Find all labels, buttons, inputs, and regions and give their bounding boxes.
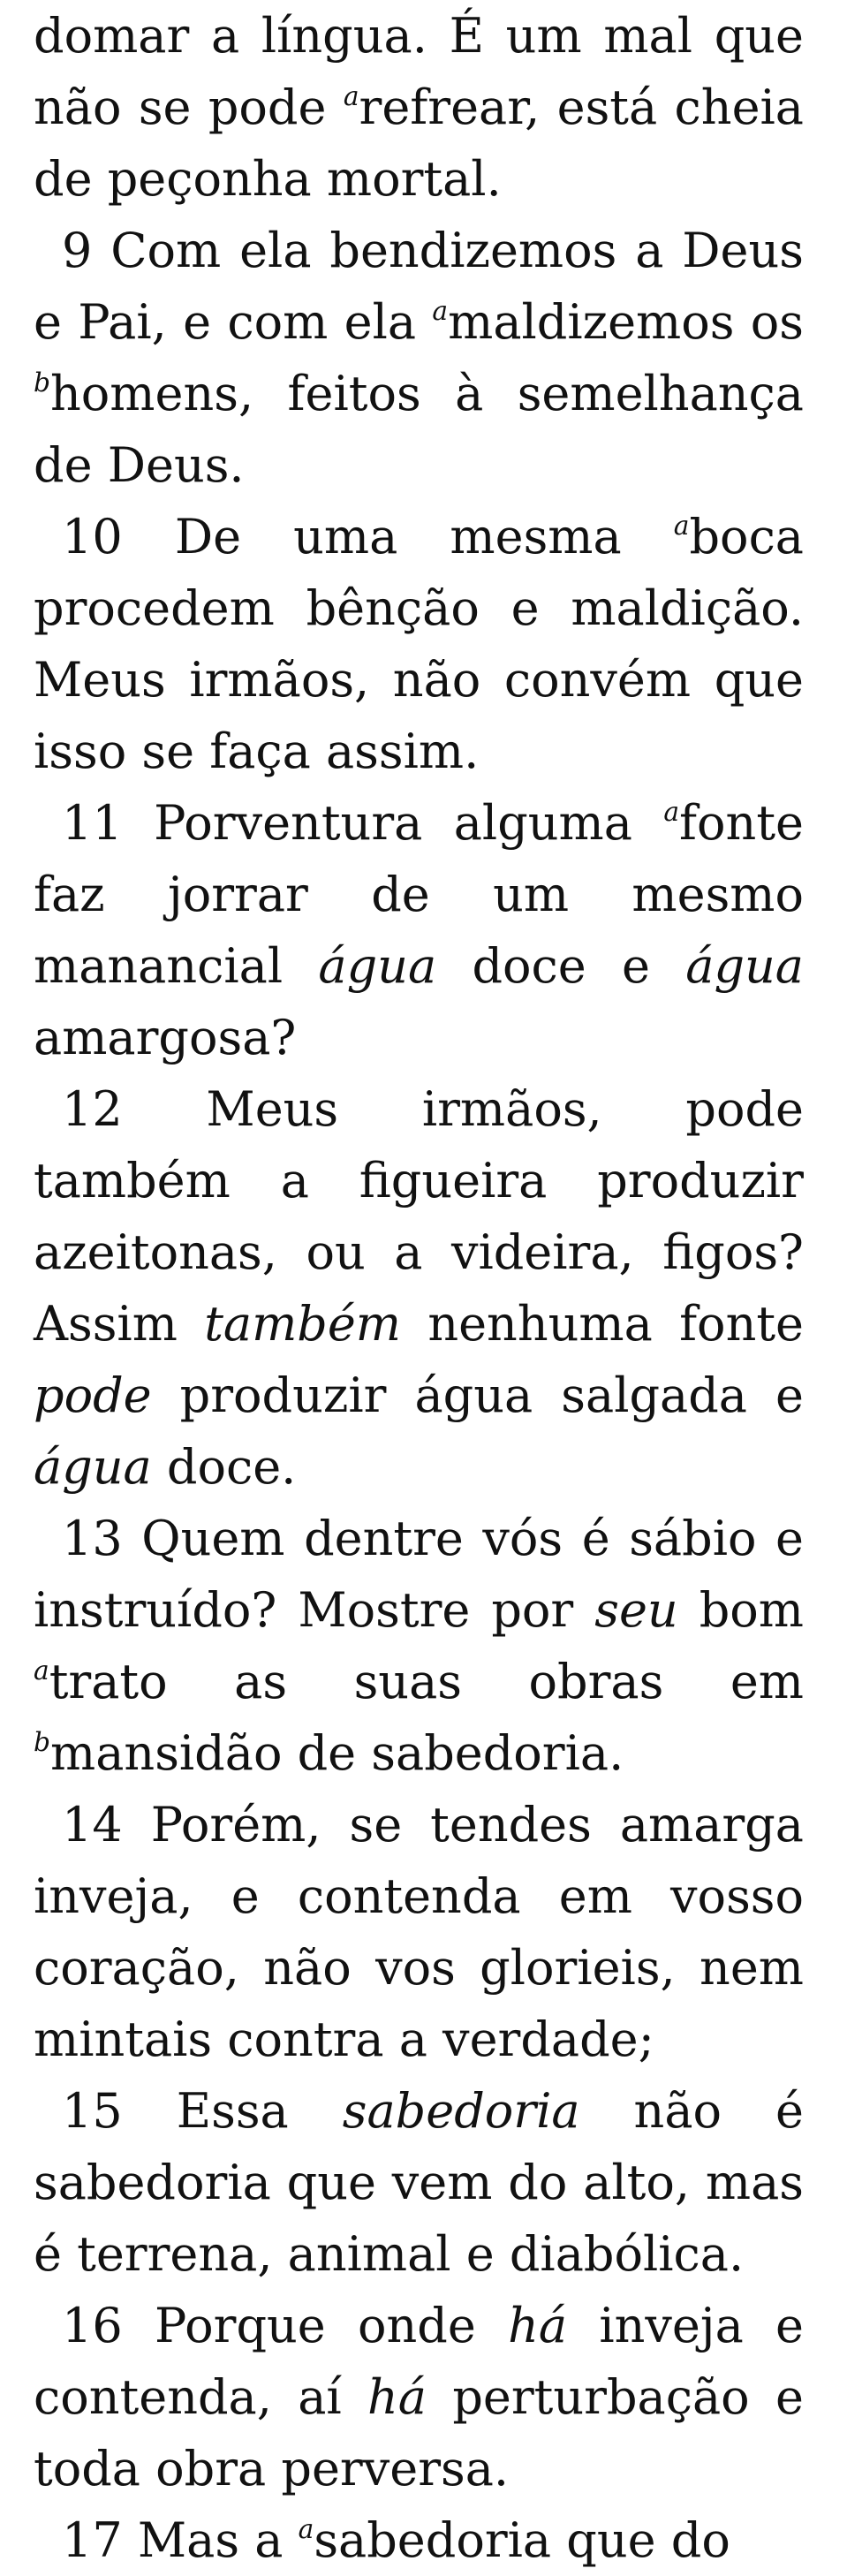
verse-text: Quem dentre vós é sábio e instruído? Mostre por (34, 1511, 804, 1638)
verse-text: sabedoria que do (314, 2512, 730, 2568)
verse-text: amargosa? (34, 1010, 297, 1065)
cross-reference-marker: a (298, 2514, 314, 2546)
cross-reference-marker: a (663, 797, 680, 829)
verse-13 (34, 1503, 804, 1789)
verse-number: 11 (62, 795, 123, 851)
verse-11 (34, 787, 804, 1073)
verse-text: boca procedem bênção e maldição. Meus irmãos, não convém que isso se faça assim. (34, 509, 804, 779)
verse-text: Com ela bendizemos a Deus e Pai, e com ela (34, 223, 804, 350)
verse-text: produzir água salgada e (151, 1368, 804, 1423)
verse-text: não é sabedoria que vem do alto, mas é terrena, animal e diabólica. (34, 2083, 804, 2282)
italic-supplied-word: pode (34, 1368, 152, 1423)
verse-17 (34, 2504, 804, 2576)
verse-number: 14 (62, 1797, 123, 1852)
cross-reference-marker: a (673, 511, 690, 542)
verse-text: Essa (176, 2083, 343, 2139)
verse-text: domar a língua. É um mal que não se pode (34, 8, 804, 135)
verse-number: 12 (62, 1081, 123, 1137)
verse-number: 13 (62, 1511, 123, 1566)
cross-reference-marker: b (34, 367, 51, 399)
verse-text: bom (677, 1582, 804, 1638)
cross-reference-marker: b (34, 1727, 51, 1759)
italic-supplied-word: água (318, 938, 437, 994)
verse-10 (34, 501, 804, 787)
italic-supplied-word: água (34, 1439, 152, 1495)
verse-number: 10 (62, 509, 123, 564)
scripture-text (34, 0, 804, 2576)
verse-text: Meus irmãos, pode também a figueira produzir azeitonas, ou a videira, figos? Assim (34, 1081, 804, 1352)
verse-text: trato as suas obras em (49, 1654, 804, 1709)
italic-supplied-word: também (204, 1296, 402, 1352)
verse-text: inveja e contenda, aí (34, 2298, 804, 2425)
verse-text: fonte faz jorrar de um mesmo manancial (34, 795, 804, 994)
verse-text: perturbação e toda obra perversa. (34, 2369, 804, 2496)
verse-continuation (34, 0, 804, 215)
italic-supplied-word: há (508, 2298, 568, 2353)
verse-text: nenhuma fonte (401, 1296, 805, 1352)
verse-text: doce e (436, 938, 686, 994)
verse-text: Porém, se tendes amarga inveja, e contenda em vosso coração, não vos glorieis, nem mintais contra a verdade; (34, 1797, 804, 2067)
italic-supplied-word: seu (594, 1582, 678, 1638)
verse-text: Mas a (137, 2512, 299, 2568)
verse-9 (34, 215, 804, 501)
verse-text: Porventura alguma (154, 795, 664, 851)
verse-text: De uma mesma (174, 509, 674, 564)
verse-number: 17 (62, 2512, 123, 2568)
verse-text: doce. (151, 1439, 297, 1495)
verse-text: Porque onde (154, 2298, 509, 2353)
verse-16 (34, 2290, 804, 2504)
verse-text: homens, feitos à semelhança de Deus. (34, 366, 804, 493)
italic-supplied-word: há (367, 2369, 427, 2425)
verse-text: mansidão de sabedoria. (50, 1725, 624, 1781)
verse-text: refrear, está cheia de peçonha mortal. (34, 80, 804, 207)
verse-14 (34, 1789, 804, 2075)
verse-12 (34, 1073, 804, 1503)
verse-number: 15 (62, 2083, 123, 2139)
verse-number: 16 (62, 2298, 123, 2353)
cross-reference-marker: a (432, 296, 449, 328)
italic-supplied-word: água (685, 938, 804, 994)
cross-reference-marker: a (343, 81, 359, 113)
verse-text: maldizemos os (448, 294, 804, 350)
italic-supplied-word: sabedoria (342, 2083, 580, 2139)
cross-reference-marker: a (34, 1655, 49, 1687)
verse-15 (34, 2075, 804, 2290)
verse-number: 9 (62, 223, 93, 278)
